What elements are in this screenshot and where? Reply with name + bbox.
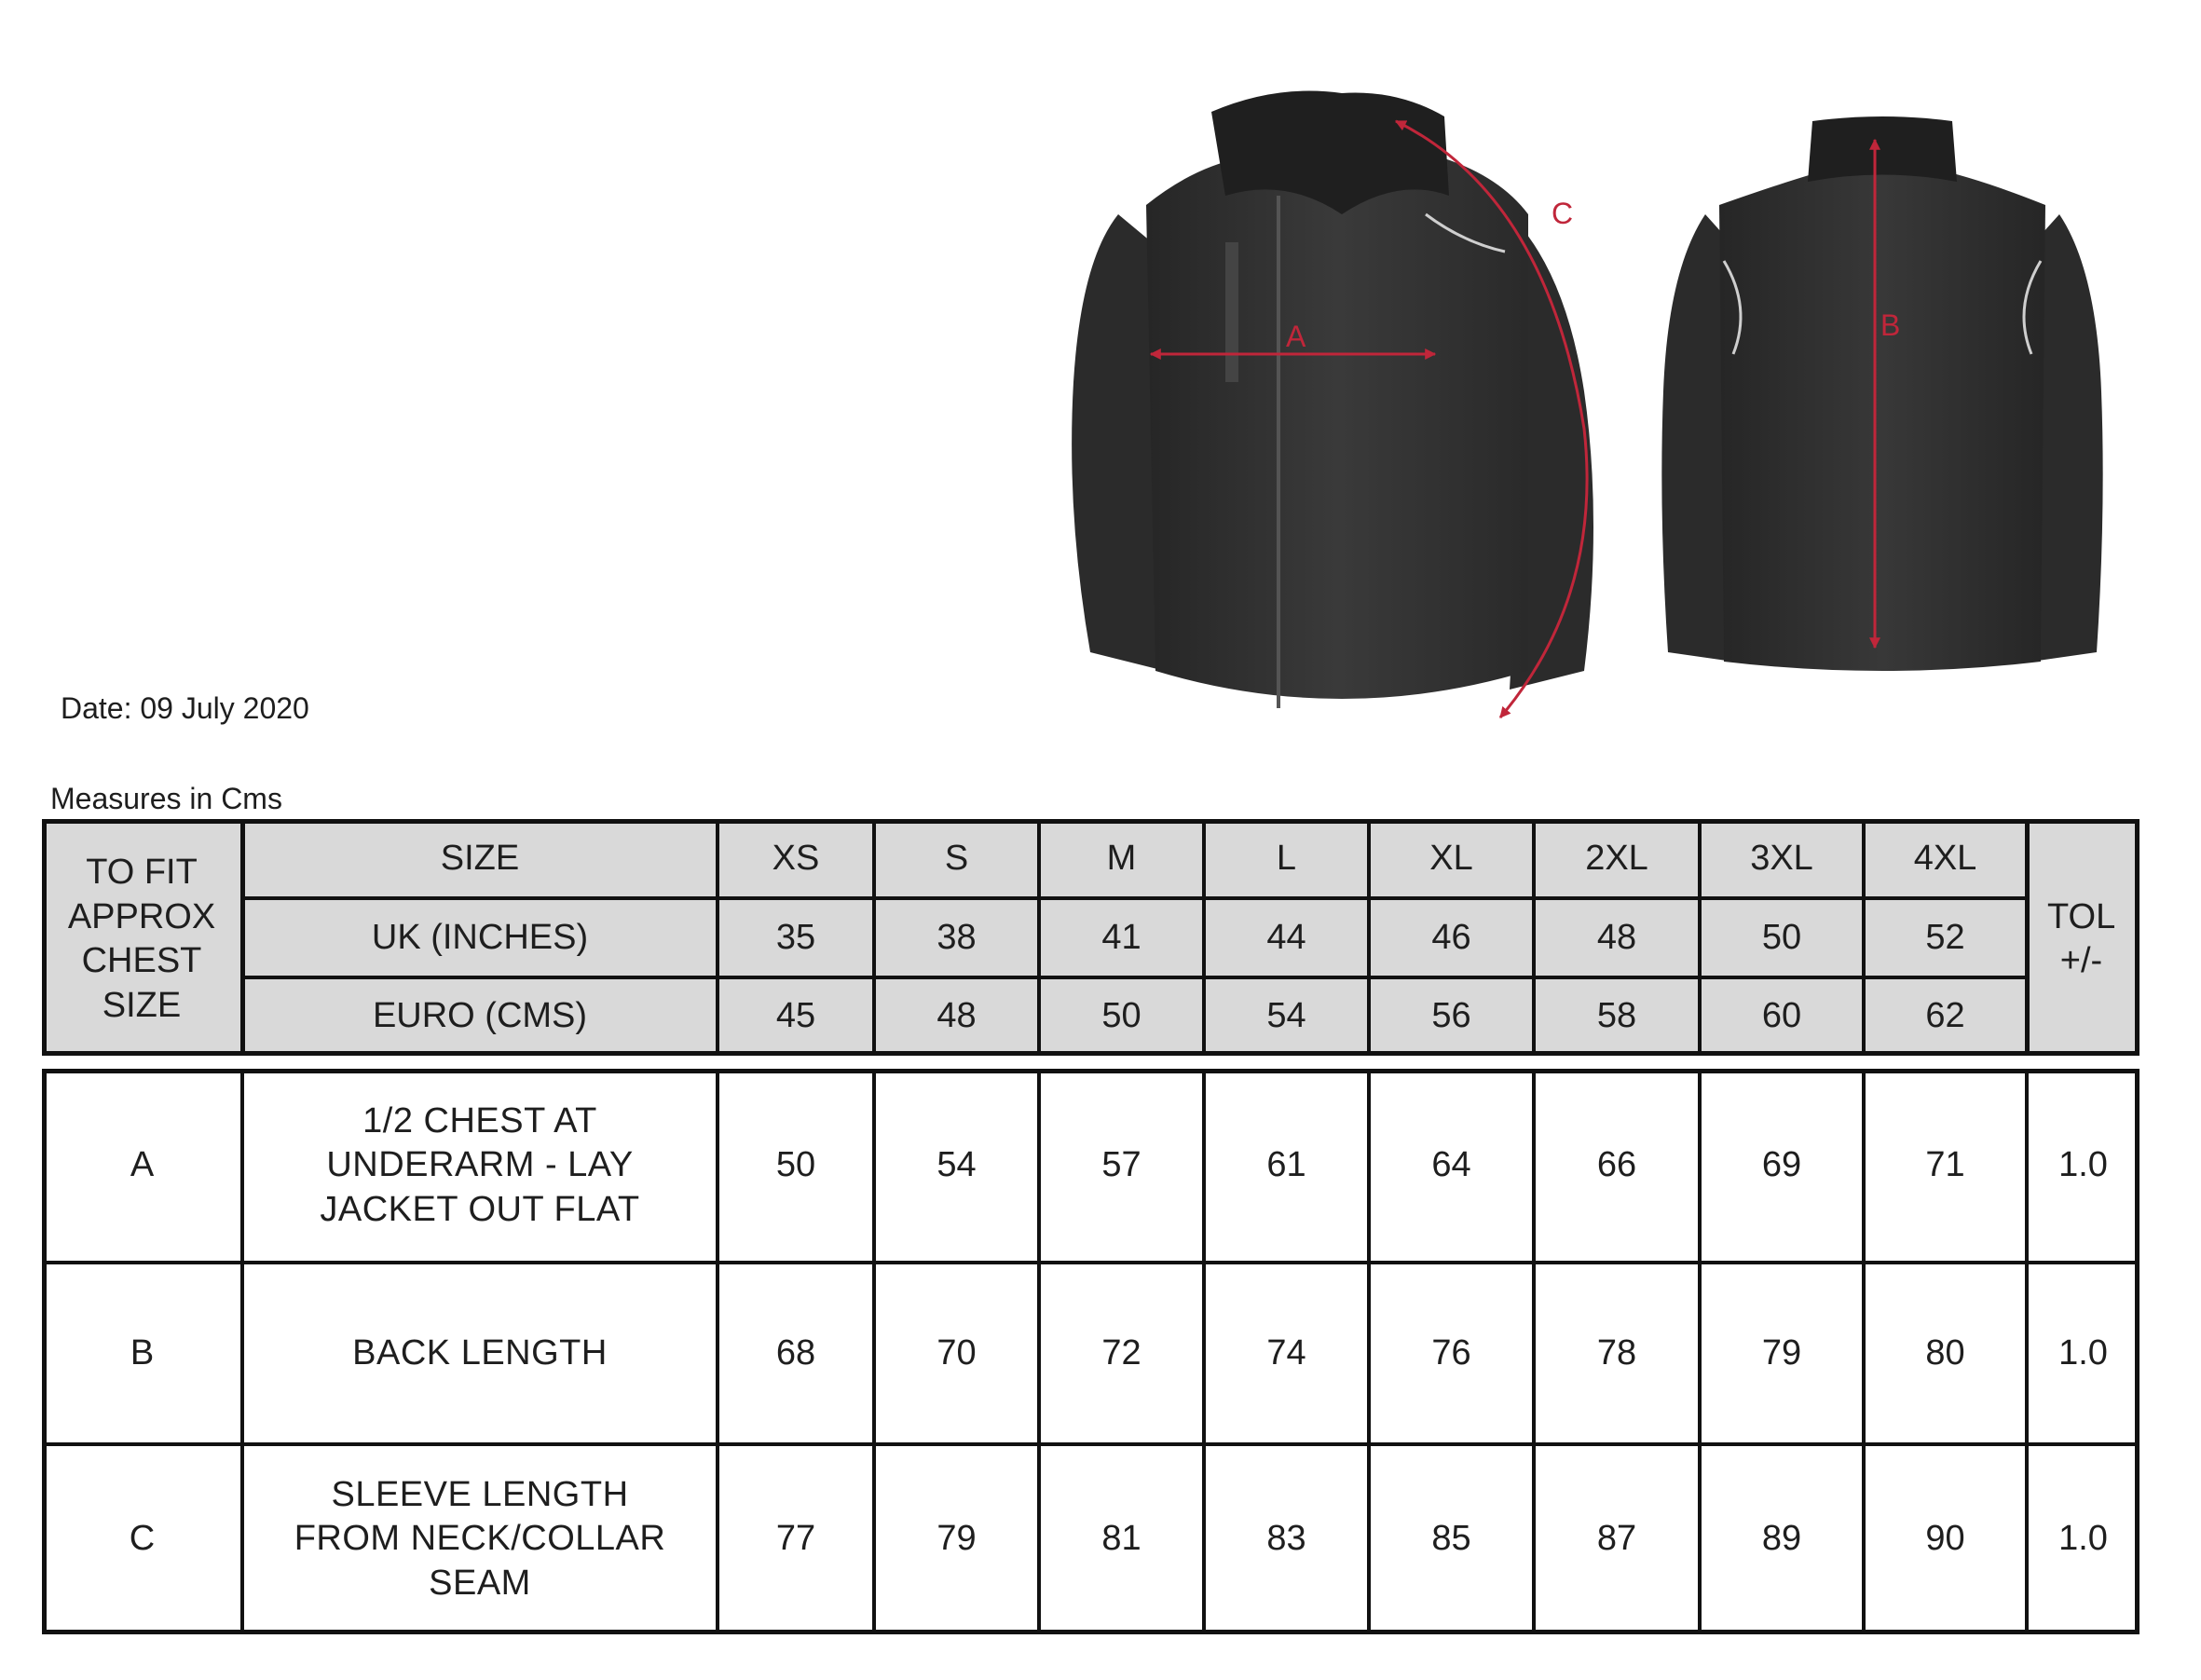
- size-header-cell: XL: [1429, 838, 1473, 878]
- size-header-cell: M: [1106, 838, 1137, 878]
- row-value-cell: 81: [1101, 1519, 1142, 1559]
- header-value-cell: 48: [1596, 917, 1637, 957]
- row-code-cell: A: [130, 1145, 155, 1185]
- header-value-cell: 44: [1266, 917, 1306, 957]
- size-header-cell: S: [944, 838, 969, 878]
- header-value-cell: 48: [936, 996, 977, 1036]
- row-value-cell: 57: [1101, 1145, 1142, 1185]
- back-jacket-body: [1661, 116, 2102, 671]
- measure-b-label: B: [1880, 308, 1901, 342]
- header-value-cell: 35: [775, 917, 816, 957]
- header-value-cell: 45: [775, 996, 816, 1036]
- row-tol-cell: 1.0: [2058, 1145, 2108, 1185]
- header-label-cell: SIZE: [440, 838, 520, 878]
- size-header-cell: 2XL: [1585, 838, 1648, 878]
- header-value-cell: 41: [1101, 917, 1142, 957]
- row-value-cell: 69: [1761, 1145, 1802, 1185]
- date-text: Date: 09 July 2020: [61, 691, 309, 725]
- row-description-cell: BACK LENGTH: [352, 1332, 608, 1373]
- row-value-cell: 70: [936, 1332, 977, 1373]
- row-value-cell: 50: [775, 1145, 816, 1185]
- row-tol-cell: 1.0: [2058, 1332, 2108, 1373]
- row-value-cell: 77: [775, 1519, 816, 1559]
- header-label-cell: UK (INCHES): [371, 917, 589, 957]
- size-header-cell: XS: [772, 838, 820, 878]
- row-value-cell: 87: [1596, 1519, 1637, 1559]
- row-value-cell: 68: [775, 1332, 816, 1373]
- measure-c-label: C: [1552, 197, 1574, 230]
- row-value-cell: 78: [1596, 1332, 1637, 1373]
- units-text: Measures in Cms: [50, 782, 282, 815]
- row-value-cell: 74: [1266, 1332, 1306, 1373]
- row-value-cell: 54: [936, 1145, 977, 1185]
- row-value-cell: 90: [1925, 1519, 1965, 1559]
- fit-header-cell: TO FIT APPROX CHEST SIZE: [67, 853, 216, 1025]
- row-value-cell: 85: [1431, 1519, 1471, 1559]
- tol-header-cell: TOL +/-: [2047, 896, 2116, 980]
- header-value-cell: 52: [1925, 917, 1965, 957]
- row-value-cell: 76: [1431, 1332, 1471, 1373]
- row-value-cell: 79: [1761, 1332, 1802, 1373]
- front-jacket-image: [1062, 75, 1621, 736]
- header-value-cell: 50: [1761, 917, 1802, 957]
- row-value-cell: 83: [1266, 1519, 1306, 1559]
- header-value-cell: 46: [1431, 917, 1471, 957]
- row-value-cell: 71: [1925, 1145, 1965, 1185]
- size-chart-table: [42, 819, 2139, 1634]
- row-value-cell: 61: [1266, 1145, 1306, 1185]
- header-frame: [42, 819, 2139, 1056]
- measure-a-label: A: [1286, 320, 1306, 353]
- row-code-cell: B: [130, 1332, 155, 1373]
- row-value-cell: 89: [1761, 1519, 1802, 1559]
- size-header-cell: L: [1276, 838, 1297, 878]
- header-value-cell: 38: [936, 917, 977, 957]
- row-value-cell: 79: [936, 1519, 977, 1559]
- row-value-cell: 72: [1101, 1332, 1142, 1373]
- header-value-cell: 54: [1266, 996, 1306, 1036]
- front-jacket-body: [1072, 91, 1593, 709]
- size-header-cell: 4XL: [1913, 838, 1977, 878]
- row-value-cell: 80: [1925, 1332, 1965, 1373]
- size-header-cell: 3XL: [1750, 838, 1813, 878]
- header-value-cell: 60: [1761, 996, 1802, 1036]
- row-value-cell: 64: [1431, 1145, 1471, 1185]
- header-value-cell: 50: [1101, 996, 1142, 1036]
- header-label-cell: EURO (CMS): [372, 996, 588, 1036]
- row-code-cell: C: [129, 1519, 156, 1559]
- back-jacket-image: [1649, 112, 2115, 671]
- row-value-cell: 66: [1596, 1145, 1637, 1185]
- header-value-cell: 56: [1431, 996, 1471, 1036]
- row-description-cell: SLEEVE LENGTH FROM NECK/COLLAR SEAM: [294, 1474, 666, 1603]
- row-tol-cell: 1.0: [2058, 1519, 2108, 1559]
- row-description-cell: 1/2 CHEST AT UNDERARM - LAY JACKET OUT FLAT: [320, 1100, 640, 1229]
- header-value-cell: 58: [1596, 996, 1637, 1036]
- header-value-cell: 62: [1925, 996, 1965, 1036]
- body-frame: [42, 1069, 2139, 1634]
